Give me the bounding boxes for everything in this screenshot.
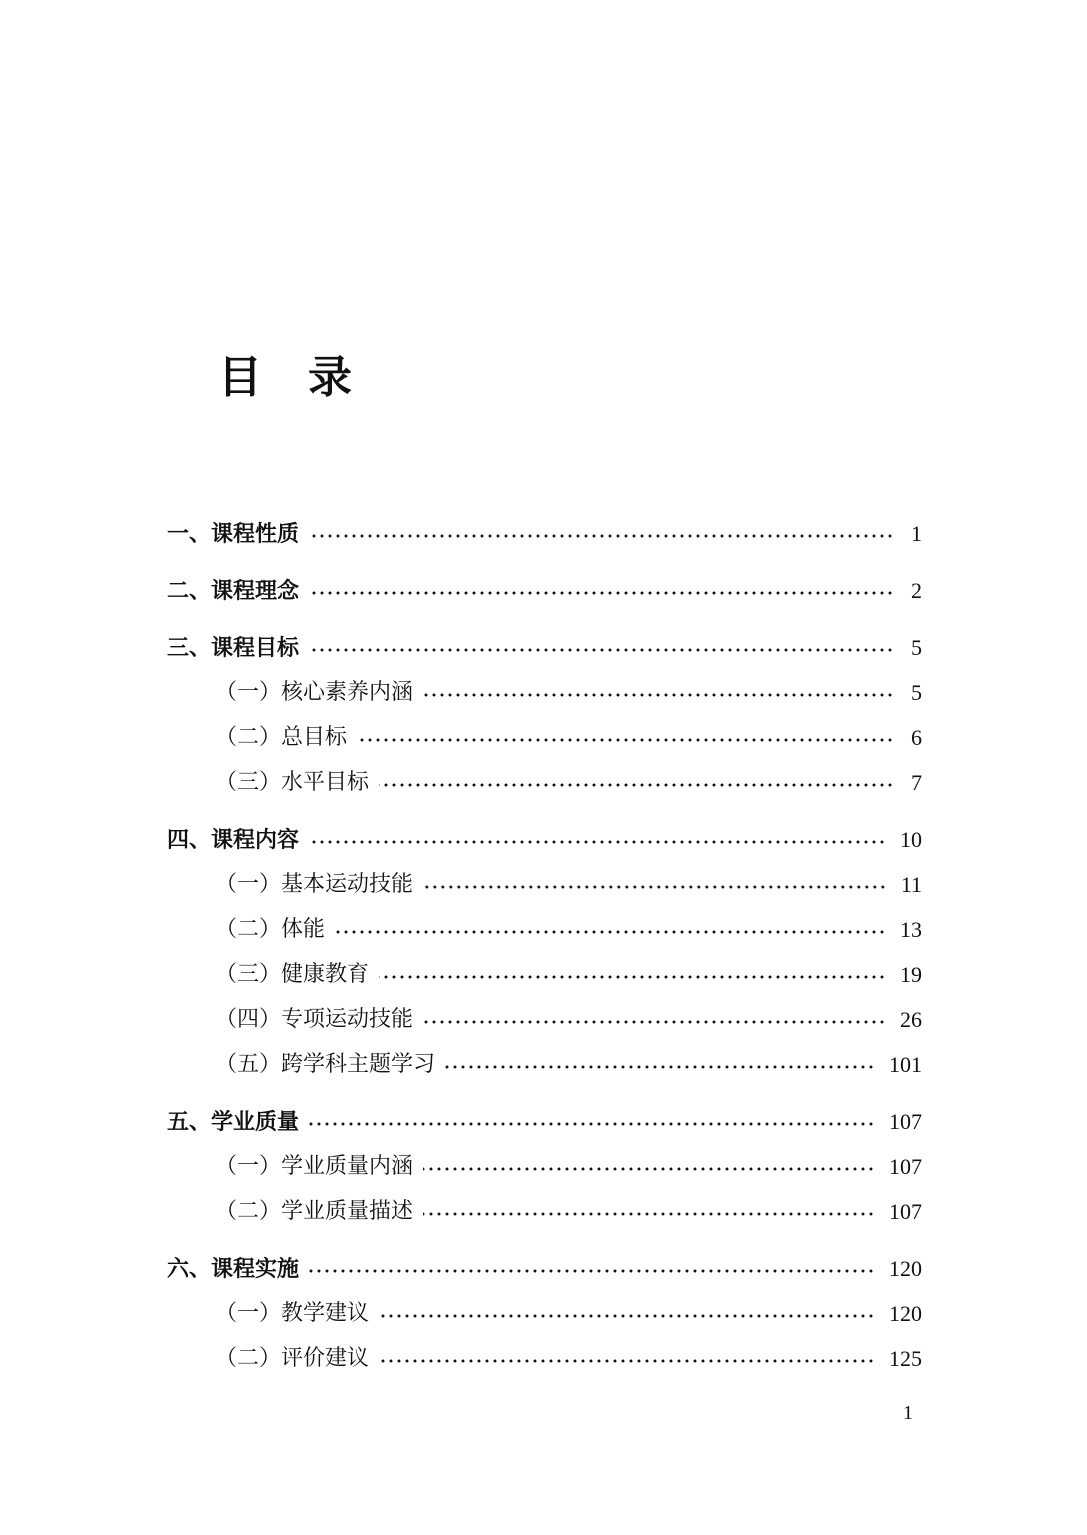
dot-leader [357,738,894,742]
toc-entry-page: 19 [900,962,922,987]
toc-entry-page: 120 [889,1256,922,1281]
toc-entry-label: （五）跨学科主题学习 [215,1052,436,1077]
dot-leader [379,975,886,979]
toc-entry-page: 13 [900,917,922,942]
toc-entry-page: 120 [889,1301,922,1326]
toc-entry[interactable] [215,1344,922,1374]
dot-leader [309,648,894,652]
toc-entry[interactable] [215,768,922,798]
toc-entry-page: 6 [911,725,922,750]
toc-entry-page: 107 [889,1154,922,1179]
dot-leader [309,534,894,538]
dot-leader [423,1020,886,1024]
dot-leader [309,1122,875,1126]
toc-entry-label: 三、课程目标 [167,635,300,661]
dot-leader [379,1359,875,1363]
toc-entry-label: 一、课程性质 [167,521,300,547]
toc-entry[interactable] [215,960,922,990]
toc-entry[interactable] [167,1107,922,1137]
toc-entry-label: （三）水平目标 [215,770,370,795]
dot-leader [309,1269,875,1273]
toc-entry[interactable] [167,1254,922,1284]
toc-entry-label: （三）健康教育 [215,962,370,987]
dot-leader [423,1212,875,1216]
dot-leader [335,930,886,934]
toc-entry-label: （二）评价建议 [215,1346,370,1371]
toc-entry-page: 125 [889,1346,922,1371]
toc-entry-label: （一）教学建议 [215,1301,370,1326]
dot-leader [445,1065,875,1069]
toc-entry-label: 四、课程内容 [167,827,300,853]
toc-entry-label: 六、课程实施 [167,1256,300,1282]
toc-entry-page: 101 [889,1052,922,1077]
toc-entry[interactable] [167,519,922,549]
toc-entry-page: 5 [911,680,922,705]
toc-entry[interactable] [215,870,922,900]
dot-leader [309,591,894,595]
toc-entry[interactable] [215,1197,922,1227]
toc-entry[interactable] [215,1005,922,1035]
toc-entry-label: 五、学业质量 [167,1109,300,1135]
toc-entry[interactable] [215,1050,922,1080]
toc-entry-page: 10 [900,827,922,852]
toc-entry-page: 26 [900,1007,922,1032]
toc-entry-page: 5 [911,635,922,660]
toc-entry-label: （二）总目标 [215,725,348,750]
toc-entry[interactable] [215,723,922,753]
toc-entry-label: （一）基本运动技能 [215,872,414,897]
toc-entry[interactable] [215,1299,922,1329]
toc-entry[interactable] [167,633,922,663]
toc-entry-label: （一）学业质量内涵 [215,1154,414,1179]
toc-entry[interactable] [215,1152,922,1182]
toc-entry[interactable] [215,678,922,708]
toc-entry-page: 107 [889,1109,922,1134]
toc-entry[interactable] [167,576,922,606]
page-number: 1 [903,1402,913,1424]
dot-leader [423,693,894,697]
dot-leader [379,1314,875,1318]
toc-entry-label: （二）学业质量描述 [215,1199,414,1224]
toc-entry-page: 107 [889,1199,922,1224]
toc-entry-label: （二）体能 [215,917,326,942]
dot-leader [379,783,894,787]
toc-entry-label: （一）核心素养内涵 [215,680,414,705]
dot-leader [309,840,886,844]
toc-entry[interactable] [167,825,922,855]
toc-entry-label: 二、课程理念 [167,578,300,604]
dot-leader [423,885,887,889]
toc-entry-page: 11 [900,872,922,897]
dot-leader [423,1167,875,1171]
toc-entry[interactable] [215,915,922,945]
toc-entry-page: 7 [911,770,922,795]
toc-entry-page: 1 [911,521,922,546]
toc-entry-label: （四）专项运动技能 [215,1007,414,1032]
toc-title: 目录 [218,352,398,403]
toc-entry-page: 2 [911,578,922,603]
